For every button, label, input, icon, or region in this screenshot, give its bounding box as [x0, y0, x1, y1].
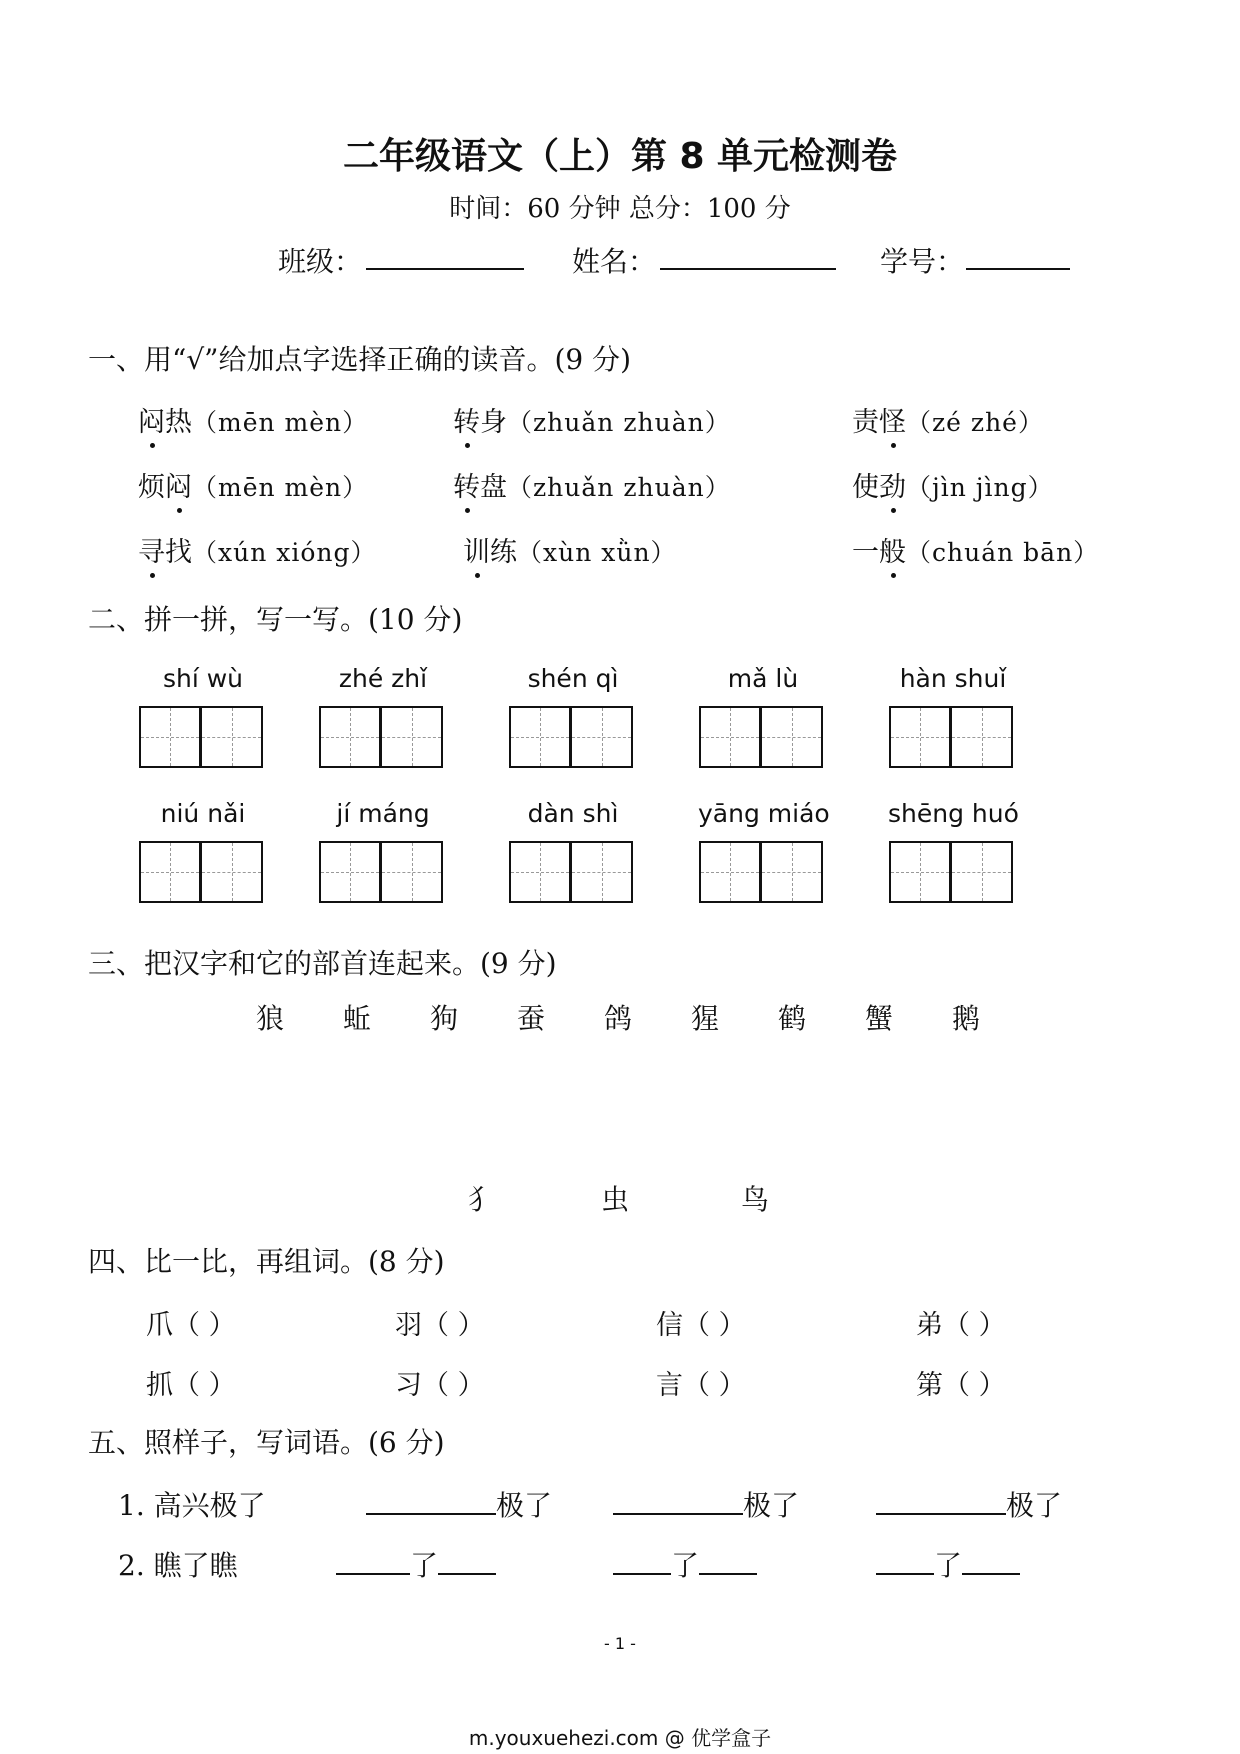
- section-3-heading: 三、把汉字和它的部首连起来。(9 分): [88, 947, 557, 980]
- animal-char[interactable]: 猩: [690, 1002, 719, 1035]
- answer-blank[interactable]: [699, 1547, 757, 1575]
- animal-char[interactable]: 蚕: [516, 1002, 545, 1035]
- animal-char[interactable]: 蚯: [342, 1002, 371, 1035]
- answer-blank[interactable]: [613, 1547, 671, 1575]
- animal-char[interactable]: 鸽: [603, 1002, 632, 1035]
- animal-char[interactable]: 狗: [429, 1002, 458, 1035]
- compare-item[interactable]: 弟（ ）: [916, 1310, 1006, 1341]
- pinyin-label: hàn shuǐ: [899, 664, 1007, 693]
- pinyin-label: niú nǎi: [160, 799, 246, 828]
- pron-options: （chuán bān）: [906, 538, 1100, 567]
- suffix-text: 极了: [1006, 1489, 1063, 1522]
- tianzige-box[interactable]: [509, 841, 633, 903]
- pron-post: 身: [480, 407, 507, 438]
- pron-item[interactable]: [852, 465, 1054, 504]
- compare-item[interactable]: 抓（ ）: [146, 1370, 236, 1401]
- pron-post: 热: [165, 407, 192, 438]
- answer-1-a[interactable]: [366, 1484, 552, 1524]
- pron-options: （mēn mèn）: [192, 473, 369, 502]
- pron-item[interactable]: [852, 530, 1099, 569]
- pron-dotted-char: 劲: [879, 465, 906, 504]
- pron-dotted-char: 般: [879, 530, 906, 569]
- pron-pre: 一: [852, 537, 879, 568]
- name-field[interactable]: [660, 268, 836, 270]
- pron-options: （zhuǎn zhuàn）: [507, 408, 731, 437]
- answer-1-c[interactable]: [876, 1484, 1062, 1524]
- answer-2-b[interactable]: [613, 1544, 757, 1584]
- radical-char[interactable]: 犭: [467, 1183, 496, 1216]
- answer-1-b[interactable]: [613, 1484, 799, 1524]
- pinyin-label: yāng miáo: [698, 799, 830, 828]
- pron-options: （xùn xǜn）: [517, 538, 677, 567]
- answer-blank[interactable]: [876, 1547, 934, 1575]
- tianzige-box[interactable]: [139, 841, 263, 903]
- radical-char[interactable]: 鸟: [740, 1183, 769, 1216]
- pron-pre: 烦: [138, 472, 165, 503]
- pinyin-label: dàn shì: [527, 799, 619, 828]
- answer-blank[interactable]: [962, 1547, 1020, 1575]
- answer-blank[interactable]: [613, 1487, 743, 1515]
- pinyin-label: jí máng: [336, 799, 430, 828]
- answer-blank[interactable]: [876, 1487, 1006, 1515]
- section-1-heading: 一、用“√”给加点字选择正确的读音。(9 分): [88, 343, 632, 376]
- compare-item[interactable]: 信（ ）: [656, 1310, 746, 1341]
- pron-item[interactable]: [463, 530, 677, 569]
- student-id-field[interactable]: [966, 268, 1070, 270]
- answer-2-c[interactable]: [876, 1544, 1020, 1584]
- pron-item[interactable]: [138, 400, 368, 439]
- pinyin-label: shēng huó: [888, 799, 1019, 828]
- tianzige-box[interactable]: [319, 841, 443, 903]
- mid-text: 了: [410, 1549, 439, 1582]
- tianzige-box[interactable]: [699, 841, 823, 903]
- pinyin-label: shí wù: [162, 664, 244, 693]
- animal-char[interactable]: 鹅: [951, 1002, 980, 1035]
- compare-item[interactable]: 习（ ）: [395, 1370, 485, 1401]
- answer-blank[interactable]: [438, 1547, 496, 1575]
- pron-item[interactable]: [852, 400, 1044, 439]
- answer-2-a[interactable]: [336, 1544, 496, 1584]
- answer-blank[interactable]: [336, 1547, 410, 1575]
- pron-options: （mēn mèn）: [192, 408, 369, 437]
- pron-dotted-char: 转: [453, 400, 480, 439]
- pron-item[interactable]: [138, 465, 368, 504]
- section-4-heading: 四、比一比，再组词。(8 分): [88, 1245, 445, 1278]
- pron-item[interactable]: [453, 465, 731, 504]
- class-label: 班级：: [278, 245, 363, 278]
- suffix-text: 极了: [743, 1489, 800, 1522]
- compare-item[interactable]: 第（ ）: [916, 1370, 1006, 1401]
- pron-dotted-char: 训: [463, 530, 490, 569]
- compare-item[interactable]: 羽（ ）: [395, 1310, 485, 1341]
- tianzige-box[interactable]: [509, 706, 633, 768]
- pron-options: （zé zhé）: [906, 408, 1044, 437]
- tianzige-box[interactable]: [319, 706, 443, 768]
- animal-char[interactable]: 狼: [255, 1002, 284, 1035]
- pron-pre: 使: [852, 472, 879, 503]
- pron-dotted-char: 转: [453, 465, 480, 504]
- suffix-text: 极了: [496, 1489, 553, 1522]
- student-id-label: 学号：: [880, 245, 965, 278]
- answer-blank[interactable]: [366, 1487, 496, 1515]
- example-2-label: 2. 瞧了瞧: [118, 1549, 238, 1582]
- name-label: 姓名：: [572, 245, 657, 278]
- pron-options: （xún xióng）: [192, 538, 377, 567]
- compare-item[interactable]: 言（ ）: [656, 1370, 746, 1401]
- mid-text: 了: [934, 1549, 963, 1582]
- pron-options: （jìn jìng）: [906, 473, 1054, 502]
- pron-dotted-char: 闷: [138, 400, 165, 439]
- site-watermark: m.youxuehezi.com @ 优学盒子: [468, 1726, 772, 1750]
- tianzige-box[interactable]: [889, 706, 1013, 768]
- section-5-heading: 五、照样子，写词语。(6 分): [88, 1426, 445, 1459]
- class-field[interactable]: [366, 268, 524, 270]
- pron-dotted-char: 怪: [879, 400, 906, 439]
- pinyin-label: zhé zhǐ: [338, 664, 428, 693]
- tianzige-box[interactable]: [699, 706, 823, 768]
- tianzige-box[interactable]: [139, 706, 263, 768]
- pinyin-label: mǎ lù: [727, 664, 799, 693]
- pron-dotted-char: 闷: [165, 465, 192, 504]
- pron-item[interactable]: [453, 400, 731, 439]
- pron-item[interactable]: [138, 530, 377, 569]
- animal-char[interactable]: 蟹: [864, 1002, 893, 1035]
- pron-options: （zhuǎn zhuàn）: [507, 473, 731, 502]
- tianzige-box[interactable]: [889, 841, 1013, 903]
- page-number: - 1 -: [604, 1634, 636, 1653]
- pinyin-label: shén qì: [527, 664, 619, 693]
- page-title: 二年级语文（上）第 8 单元检测卷: [342, 136, 898, 177]
- example-1-label: 1. 高兴极了: [118, 1489, 266, 1522]
- pron-post: 盘: [480, 472, 507, 503]
- mid-text: 了: [671, 1549, 700, 1582]
- exam-time-score: 时间：60 分钟 总分：100 分: [449, 194, 791, 224]
- compare-item[interactable]: 爪（ ）: [146, 1310, 236, 1341]
- pron-post: 找: [165, 537, 192, 568]
- pron-dotted-char: 寻: [138, 530, 165, 569]
- section-2-heading: 二、拼一拼，写一写。(10 分): [88, 603, 463, 636]
- radical-char[interactable]: 虫: [600, 1183, 629, 1216]
- pron-pre: 责: [852, 407, 879, 438]
- animal-char[interactable]: 鹤: [777, 1002, 806, 1035]
- pron-post: 练: [490, 537, 517, 568]
